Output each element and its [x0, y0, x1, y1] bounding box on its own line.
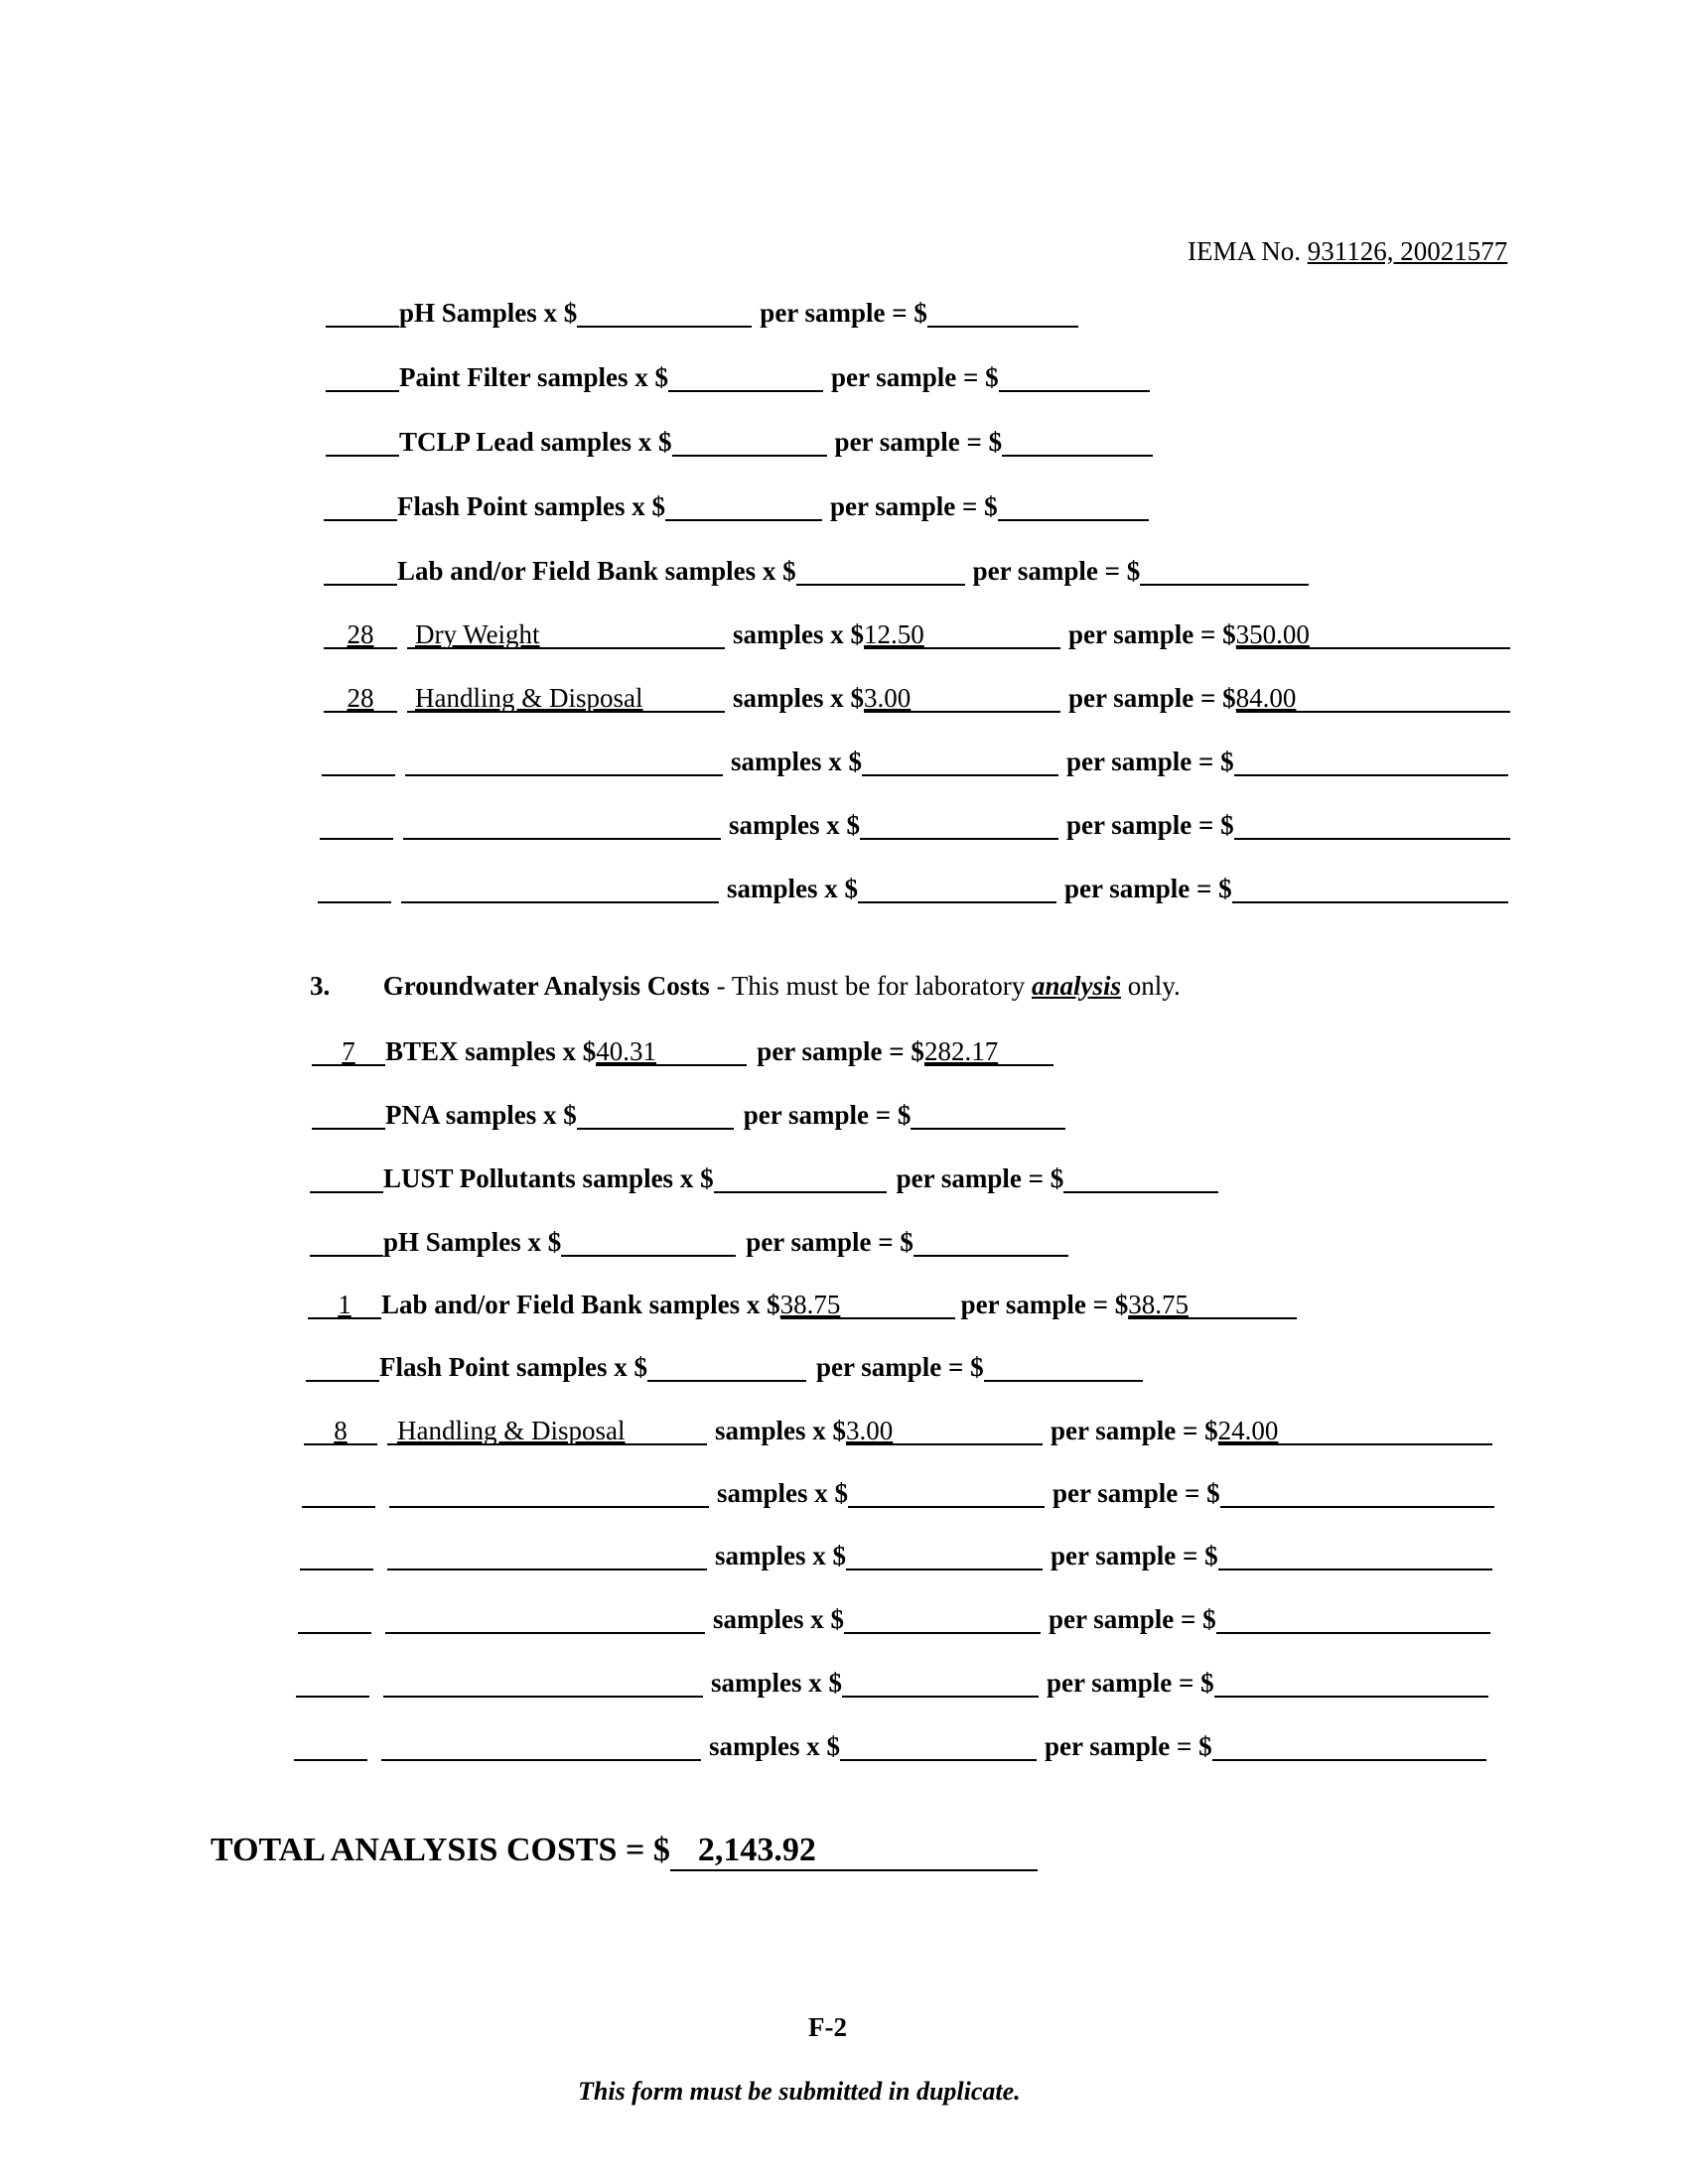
per-sample-label: per sample = $: [960, 1290, 1129, 1319]
total-field[interactable]: [1218, 1541, 1492, 1570]
samples-label: samples x $: [717, 1478, 849, 1508]
price-field[interactable]: 3.00: [864, 683, 1060, 713]
soil-custom-row-4: [320, 806, 1510, 840]
total-field[interactable]: [1140, 556, 1309, 586]
name-field[interactable]: [383, 1668, 703, 1698]
per-sample-label: per sample = $: [830, 491, 998, 521]
price-field[interactable]: [844, 1604, 1041, 1634]
total-field[interactable]: [1234, 747, 1508, 776]
per-sample-label: per sample = $: [972, 556, 1141, 586]
section-note-end: only.: [1121, 971, 1181, 1001]
gw-row-btex: [312, 1032, 1053, 1066]
per-sample-label: per sample = $: [1064, 874, 1232, 903]
price-field[interactable]: 40.31: [596, 1036, 747, 1066]
samples-label: samples x $: [733, 683, 865, 713]
price-field[interactable]: [842, 1668, 1039, 1698]
price-field[interactable]: [860, 810, 1058, 840]
name-field[interactable]: Handling & Disposal: [407, 683, 725, 713]
count-field[interactable]: [294, 1731, 367, 1761]
soil-custom-row-1: [324, 615, 1510, 649]
row-label: PNA samples x $: [385, 1100, 577, 1130]
gw-custom-row-3: [300, 1537, 1492, 1570]
soil-row-ph: [326, 294, 1078, 328]
total-field[interactable]: [1002, 427, 1153, 457]
count-field[interactable]: [300, 1541, 373, 1570]
count-field[interactable]: [298, 1604, 371, 1634]
total-field[interactable]: [927, 298, 1078, 328]
per-sample-label: per sample = $: [834, 427, 1003, 457]
gw-custom-row-2: [302, 1474, 1494, 1508]
section-note-emphasis: analysis: [1032, 971, 1122, 1001]
row-label: TCLP Lead samples x $: [399, 427, 672, 457]
name-field[interactable]: [387, 1541, 707, 1570]
price-field[interactable]: [672, 427, 827, 457]
total-field[interactable]: [911, 1100, 1065, 1130]
name-field[interactable]: [385, 1604, 705, 1634]
gw-row-pna: [312, 1096, 1065, 1130]
per-sample-label: per sample = $: [760, 298, 927, 328]
soil-row-tclp-lead: [326, 423, 1153, 457]
count-field[interactable]: [312, 1100, 385, 1130]
price-field[interactable]: [665, 491, 822, 521]
total-analysis-costs: [210, 1832, 1038, 1871]
per-sample-label: per sample = $: [1066, 810, 1234, 840]
price-field[interactable]: 12.50: [864, 619, 1060, 649]
price-field[interactable]: [647, 1352, 806, 1382]
gw-row-flash-point: [306, 1348, 1143, 1382]
total-label: TOTAL ANALYSIS COSTS = $: [210, 1832, 670, 1868]
total-field[interactable]: [1212, 1731, 1486, 1761]
per-sample-label: per sample = $: [1068, 619, 1236, 649]
soil-row-flash-point: [324, 487, 1149, 521]
per-sample-label: per sample = $: [746, 1227, 913, 1257]
price-field[interactable]: [668, 362, 823, 392]
price-field[interactable]: [561, 1227, 736, 1257]
name-field[interactable]: [405, 747, 723, 776]
name-field[interactable]: Handling & Disposal: [387, 1416, 707, 1445]
name-field[interactable]: [389, 1478, 709, 1508]
count-field[interactable]: 28: [324, 683, 397, 713]
section-title: Groundwater Analysis Costs: [382, 971, 710, 1001]
total-field[interactable]: [1220, 1478, 1494, 1508]
per-sample-label: per sample = $: [1049, 1604, 1216, 1634]
soil-row-lab-field-bank: [324, 552, 1309, 586]
gw-custom-row-6: [294, 1727, 1486, 1761]
per-sample-label: per sample = $: [896, 1163, 1064, 1193]
price-field[interactable]: [796, 556, 965, 586]
per-sample-label: per sample = $: [816, 1352, 984, 1382]
soil-row-paint-filter: [326, 358, 1150, 392]
total-field[interactable]: 24.00: [1218, 1416, 1492, 1445]
count-field[interactable]: [324, 556, 397, 586]
count-field[interactable]: [326, 362, 399, 392]
name-field[interactable]: [401, 874, 719, 903]
row-label: LUST Pollutants samples x $: [383, 1163, 714, 1193]
total-field[interactable]: [1234, 810, 1510, 840]
price-field[interactable]: [577, 298, 752, 328]
price-field[interactable]: [577, 1100, 734, 1130]
samples-label: samples x $: [731, 747, 863, 776]
total-field[interactable]: 282.17: [924, 1036, 1053, 1066]
iema-label: IEMA No.: [1188, 236, 1301, 266]
samples-label: samples x $: [727, 874, 859, 903]
per-sample-label: per sample = $: [1068, 683, 1236, 713]
section-3-heading: [310, 971, 1181, 1002]
row-label: Flash Point samples x $: [379, 1352, 648, 1382]
count-field[interactable]: 1: [308, 1290, 381, 1319]
iema-number-header: [1188, 236, 1507, 267]
submission-note: This form must be submitted in duplicate.: [578, 2077, 1021, 2106]
total-value[interactable]: 2,143.92: [670, 1832, 1038, 1871]
total-field[interactable]: 38.75: [1128, 1290, 1297, 1319]
total-field[interactable]: [1063, 1163, 1218, 1193]
count-field[interactable]: [310, 1163, 383, 1193]
count-field[interactable]: [324, 491, 397, 521]
soil-custom-row-3: [322, 743, 1508, 776]
price-field[interactable]: [714, 1163, 887, 1193]
total-field[interactable]: [913, 1227, 1068, 1257]
total-field[interactable]: [998, 491, 1149, 521]
samples-label: samples x $: [713, 1604, 845, 1634]
section-note: - This must be for laboratory: [709, 971, 1032, 1001]
samples-label: samples x $: [711, 1668, 843, 1698]
count-field[interactable]: [306, 1352, 379, 1382]
total-field[interactable]: [1232, 874, 1508, 903]
gw-custom-row-4: [298, 1600, 1490, 1634]
row-label: Flash Point samples x $: [397, 491, 666, 521]
total-field[interactable]: [1214, 1668, 1488, 1698]
count-field[interactable]: [296, 1668, 369, 1698]
gw-custom-row-5: [296, 1664, 1488, 1698]
count-field[interactable]: [320, 810, 393, 840]
count-field[interactable]: [318, 874, 391, 903]
per-sample-label: per sample = $: [757, 1036, 924, 1066]
gw-custom-row-1: [304, 1412, 1492, 1445]
price-field[interactable]: 38.75: [780, 1290, 955, 1319]
name-field[interactable]: Dry Weight: [407, 619, 725, 649]
total-field[interactable]: [1216, 1604, 1490, 1634]
page-number: F-2: [808, 2012, 847, 2042]
count-field[interactable]: [310, 1227, 383, 1257]
total-field[interactable]: 84.00: [1236, 683, 1510, 713]
samples-label: samples x $: [733, 619, 865, 649]
samples-label: samples x $: [709, 1731, 841, 1761]
soil-custom-row-5: [318, 870, 1508, 903]
gw-row-ph: [310, 1223, 1068, 1257]
per-sample-label: per sample = $: [830, 362, 999, 392]
count-field[interactable]: 7: [312, 1036, 385, 1066]
samples-label: samples x $: [729, 810, 861, 840]
row-label: Lab and/or Field Bank samples x $: [381, 1290, 780, 1319]
price-field[interactable]: [840, 1731, 1037, 1761]
price-field[interactable]: [846, 1541, 1043, 1570]
row-label: pH Samples x $: [399, 298, 578, 328]
per-sample-label: per sample = $: [743, 1100, 912, 1130]
count-field[interactable]: [326, 298, 399, 328]
per-sample-label: per sample = $: [1051, 1541, 1218, 1570]
total-field[interactable]: [984, 1352, 1143, 1382]
samples-label: samples x $: [715, 1416, 847, 1445]
per-sample-label: per sample = $: [1045, 1731, 1212, 1761]
soil-custom-row-2: [324, 679, 1510, 713]
total-field[interactable]: 350.00: [1236, 619, 1510, 649]
count-field[interactable]: 8: [304, 1416, 377, 1445]
price-field[interactable]: [862, 747, 1058, 776]
per-sample-label: per sample = $: [1051, 1416, 1218, 1445]
name-field[interactable]: [403, 810, 721, 840]
price-field[interactable]: [848, 1478, 1045, 1508]
gw-row-lab-field-bank: [308, 1286, 1297, 1319]
count-field[interactable]: [302, 1478, 375, 1508]
price-field[interactable]: [858, 874, 1056, 903]
count-field[interactable]: [322, 747, 395, 776]
name-field[interactable]: [381, 1731, 701, 1761]
gw-row-lust: [310, 1160, 1218, 1193]
price-field[interactable]: 3.00: [846, 1416, 1043, 1445]
section-number: 3.: [310, 971, 331, 1001]
row-label: BTEX samples x $: [385, 1036, 597, 1066]
count-field[interactable]: [326, 427, 399, 457]
per-sample-label: per sample = $: [1066, 747, 1234, 776]
row-label: pH Samples x $: [383, 1227, 562, 1257]
row-label: Paint Filter samples x $: [399, 362, 668, 392]
iema-number: 931126, 20021577: [1307, 236, 1508, 266]
row-label: Lab and/or Field Bank samples x $: [397, 556, 796, 586]
per-sample-label: per sample = $: [1052, 1478, 1220, 1508]
samples-label: samples x $: [715, 1541, 847, 1570]
per-sample-label: per sample = $: [1047, 1668, 1214, 1698]
count-field[interactable]: 28: [324, 619, 397, 649]
total-field[interactable]: [999, 362, 1150, 392]
